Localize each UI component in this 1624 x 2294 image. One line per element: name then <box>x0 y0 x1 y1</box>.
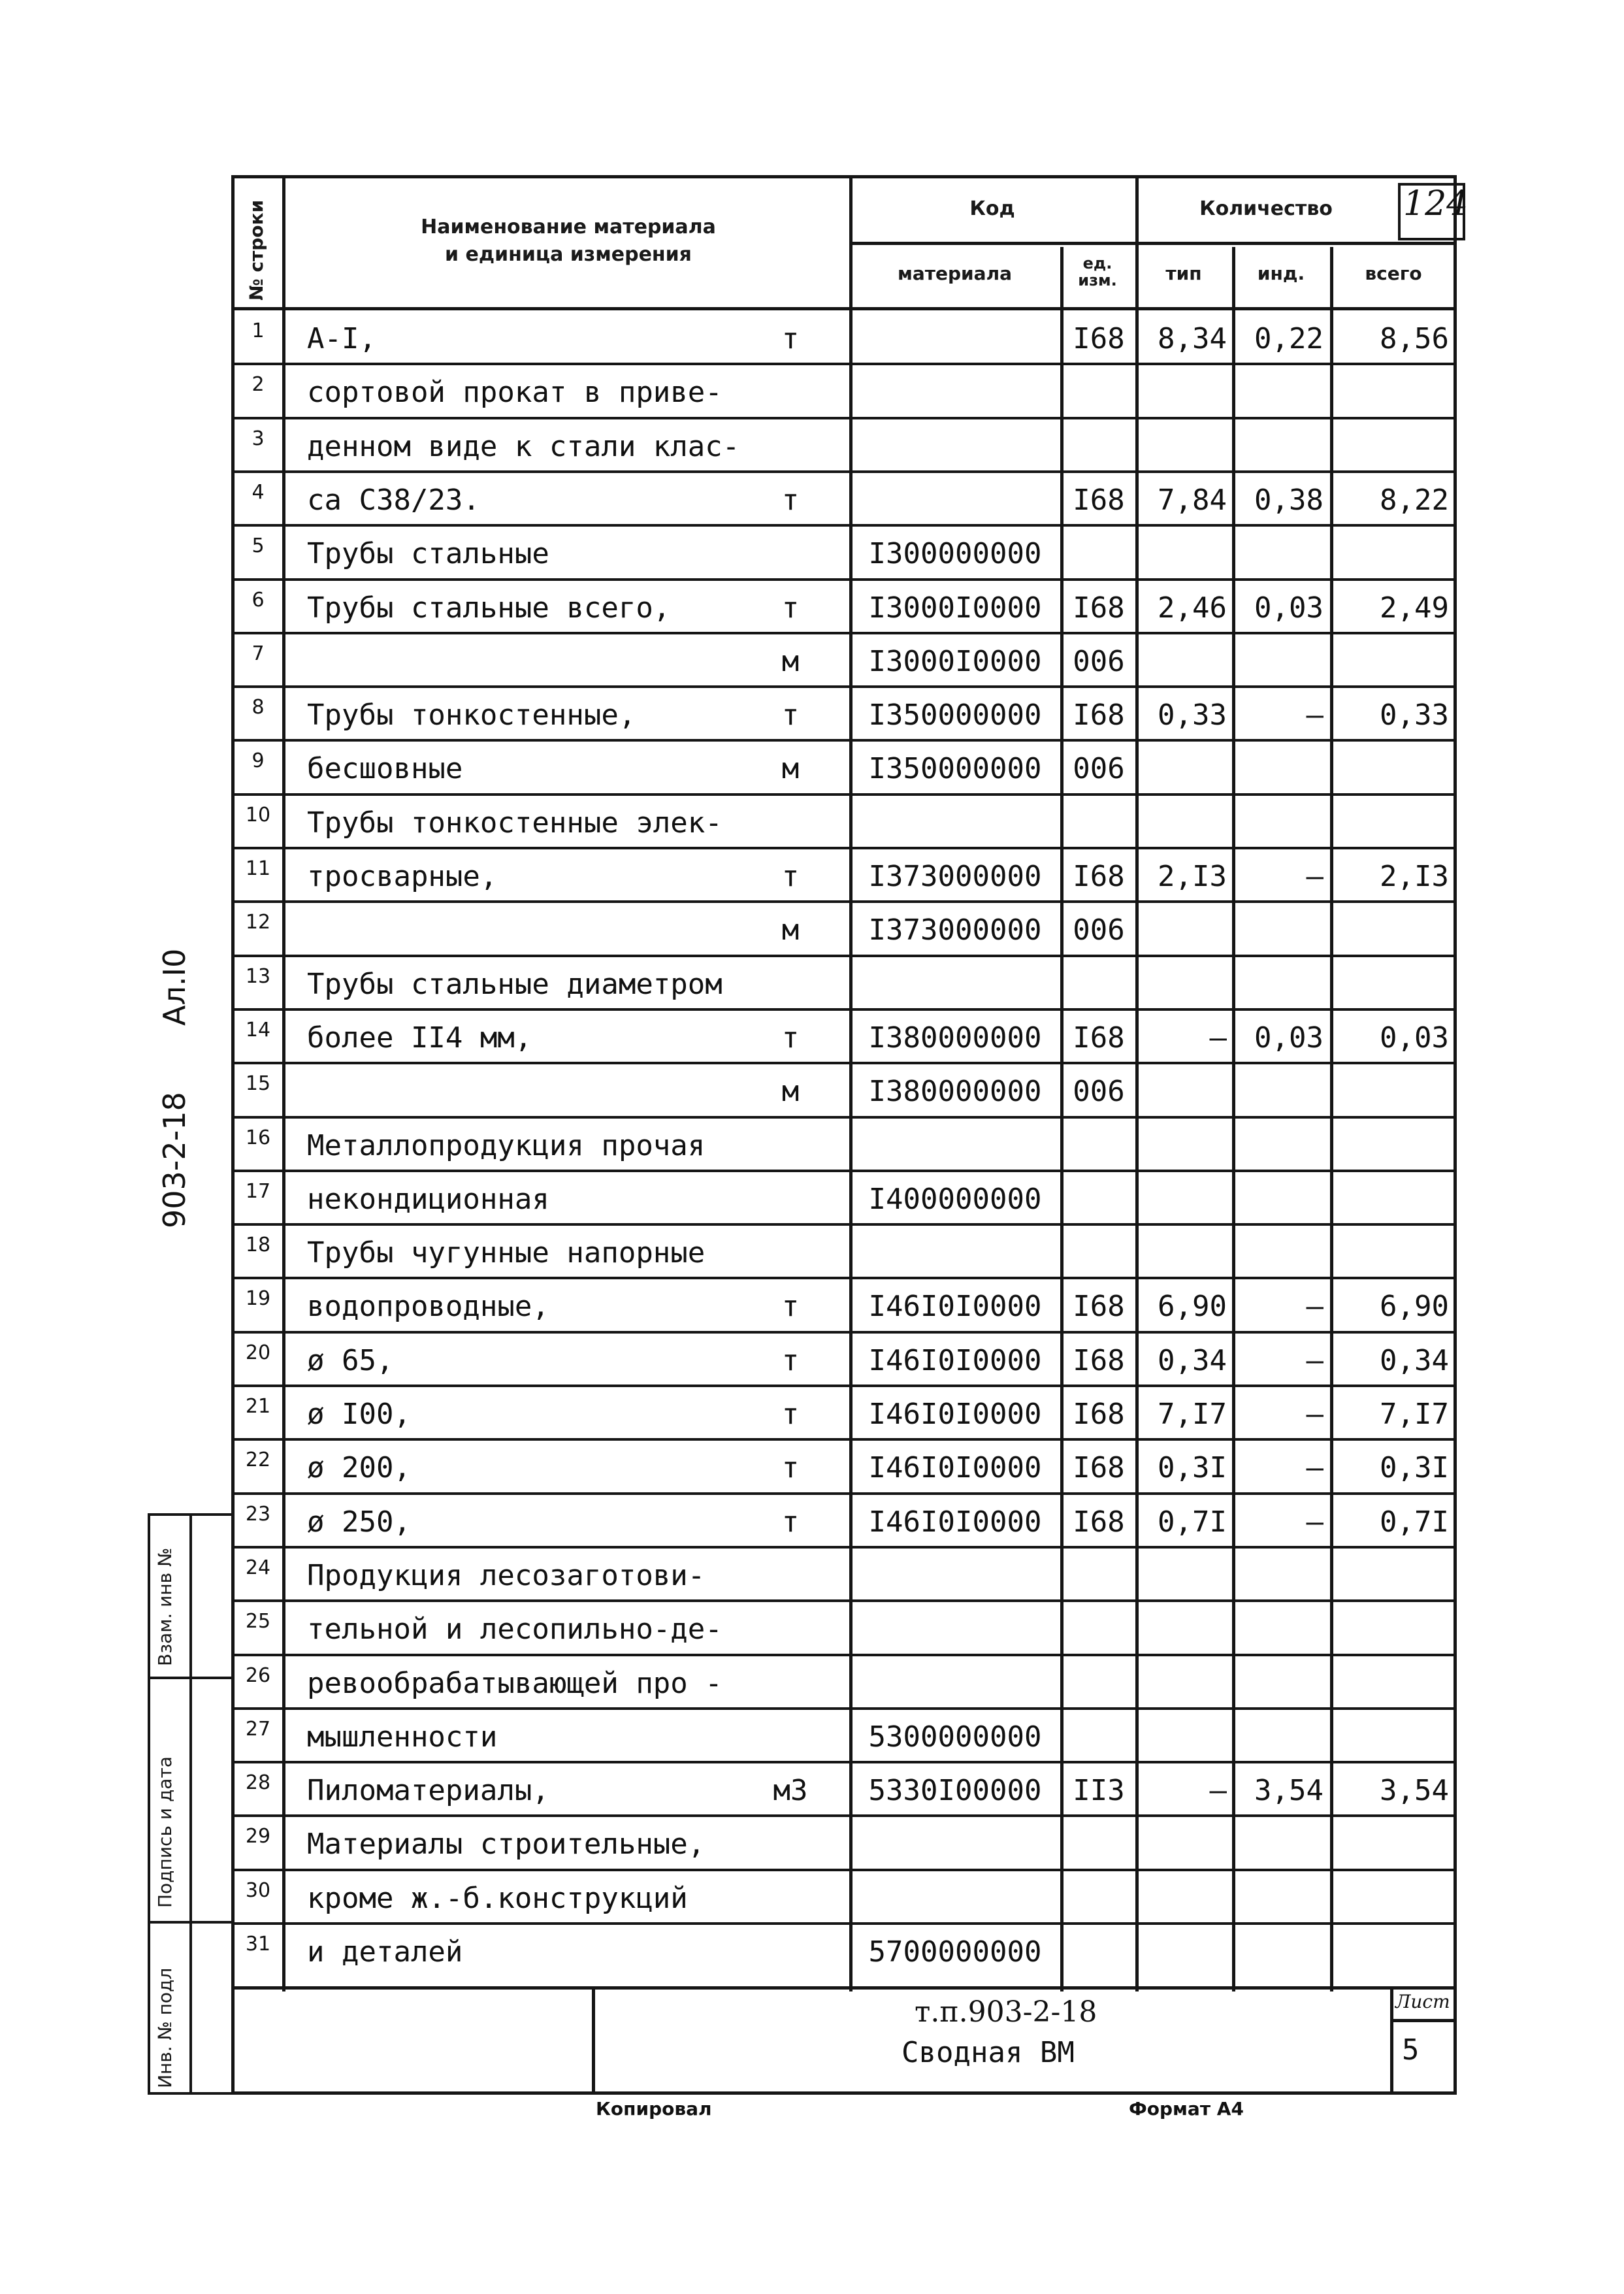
cell-unit: м <box>781 644 800 678</box>
cell-ucode: 006 <box>1073 752 1125 786</box>
cell-n: 16 <box>245 1126 271 1149</box>
row-divider <box>231 1062 1457 1064</box>
cell-ind: – <box>1306 1451 1324 1485</box>
row-divider <box>231 524 1457 527</box>
cell-ind: – <box>1306 1505 1324 1539</box>
header-code-unit: ед. изм. <box>1078 254 1117 290</box>
cell-ucode: I68 <box>1073 1290 1125 1324</box>
side-code: 903-2-18 <box>157 1092 192 1228</box>
cell-n: 28 <box>245 1771 271 1795</box>
cell-typ: 0,33 <box>1158 698 1227 732</box>
cell-code: I46I0I0000 <box>868 1343 1042 1377</box>
footer-format: Формат А4 <box>1129 2098 1244 2120</box>
stamp-sheet-value: 5 <box>1402 2033 1420 2067</box>
cell-n: 24 <box>245 1556 271 1579</box>
cell-typ: – <box>1209 1774 1227 1808</box>
cell-n: 21 <box>245 1395 271 1418</box>
row-divider <box>231 900 1457 903</box>
cell-n: 8 <box>252 696 265 719</box>
cell-name: Металлопродукция прочая <box>307 1128 706 1162</box>
cell-unit: т <box>781 1505 800 1539</box>
cell-n: 4 <box>252 480 265 504</box>
cell-name: Продукция лесозаготови- <box>307 1558 706 1592</box>
cell-total: 0,3I <box>1380 1451 1449 1485</box>
stamp-sheet-label: Лист <box>1395 1991 1450 2012</box>
cell-n: 18 <box>245 1234 271 1257</box>
grid-line <box>1135 175 1139 1991</box>
grid-line <box>849 175 853 1991</box>
cell-unit: м3 <box>773 1774 808 1808</box>
cell-total: 0,33 <box>1380 698 1449 732</box>
cell-ind: 0,03 <box>1254 1021 1324 1055</box>
cell-unit: т <box>781 698 800 732</box>
row-divider <box>231 1546 1457 1548</box>
header-name-subtitle: и единица измерения <box>445 243 692 266</box>
cell-ucode: I68 <box>1073 1343 1125 1377</box>
side-album: Ал.I0 <box>157 948 192 1026</box>
cell-ucode: I68 <box>1073 1398 1125 1431</box>
cell-ind: 3,54 <box>1254 1774 1324 1808</box>
row-divider <box>231 632 1457 634</box>
row-divider <box>231 363 1457 365</box>
cell-name: более II4 мм, <box>307 1021 532 1055</box>
cell-typ: 2,I3 <box>1158 860 1227 893</box>
cell-name: А-I, <box>307 322 376 355</box>
cell-code: I380000000 <box>868 1075 1042 1109</box>
cell-code: I46I0I0000 <box>868 1398 1042 1431</box>
cell-n: 20 <box>245 1341 271 1364</box>
row-divider <box>231 1223 1457 1226</box>
cell-code: I373000000 <box>868 860 1042 893</box>
cell-total: 0,34 <box>1380 1343 1449 1377</box>
cell-n: 12 <box>245 911 271 934</box>
cell-n: 25 <box>245 1610 271 1633</box>
cell-name: некондиционная <box>307 1182 549 1216</box>
cell-n: 2 <box>252 373 265 397</box>
row-divider <box>231 685 1457 688</box>
cell-name: водопроводные, <box>307 1290 549 1324</box>
cell-name: ø 200, <box>307 1451 411 1485</box>
cell-typ: 0,7I <box>1158 1505 1227 1539</box>
header-quantity: Количество <box>1199 197 1333 220</box>
cell-name: сортовой прокат в приве- <box>307 376 723 410</box>
header-code-material: материала <box>898 263 1012 284</box>
cell-ucode: I68 <box>1073 591 1125 625</box>
cell-ucode: I68 <box>1073 1451 1125 1485</box>
header-name-title: Наименование материала <box>421 216 716 238</box>
row-divider <box>231 1438 1457 1441</box>
side-stamp-divider <box>189 1513 192 2095</box>
cell-code: I46I0I0000 <box>868 1451 1042 1485</box>
cell-n: 26 <box>245 1663 271 1687</box>
row-divider <box>231 793 1457 796</box>
row-divider <box>231 1599 1457 1602</box>
cell-typ: 0,34 <box>1158 1343 1227 1377</box>
cell-name: тросварные, <box>307 860 498 893</box>
side-label-sign-date: Подпись и дата <box>154 1756 176 1908</box>
cell-total: 3,54 <box>1380 1774 1449 1808</box>
row-divider <box>231 470 1457 473</box>
row-divider <box>231 1116 1457 1119</box>
row-divider <box>231 955 1457 957</box>
cell-unit: т <box>781 1398 800 1431</box>
header-qty-ind: инд. <box>1257 263 1305 284</box>
cell-total: 2,I3 <box>1380 860 1449 893</box>
cell-n: 3 <box>252 427 265 450</box>
grid-line <box>231 307 1457 310</box>
cell-typ: 6,90 <box>1158 1290 1227 1324</box>
cell-n: 15 <box>245 1072 271 1096</box>
cell-ucode: I68 <box>1073 483 1125 517</box>
row-divider <box>231 1869 1457 1871</box>
cell-typ: – <box>1209 1021 1227 1055</box>
cell-ind: 0,38 <box>1254 483 1324 517</box>
cell-name: Трубы стальные диаметром <box>307 967 723 1001</box>
cell-name: ø 65, <box>307 1343 394 1377</box>
cell-n: 22 <box>245 1449 271 1472</box>
grid-line <box>282 175 285 1991</box>
cell-ucode: I68 <box>1073 698 1125 732</box>
cell-typ: 2,46 <box>1158 591 1227 625</box>
cell-ucode: I68 <box>1073 322 1125 355</box>
cell-name: бесшовные <box>307 752 463 786</box>
cell-n: 29 <box>245 1825 271 1848</box>
cell-unit: т <box>781 1290 800 1324</box>
row-divider <box>231 1707 1457 1710</box>
cell-code: 5300000000 <box>868 1720 1042 1754</box>
cell-ucode: 006 <box>1073 913 1125 947</box>
cell-n: 9 <box>252 749 265 773</box>
cell-code: I350000000 <box>868 698 1042 732</box>
stamp-border <box>1390 2019 1457 2022</box>
cell-ucode: I68 <box>1073 1021 1125 1055</box>
cell-n: 1 <box>252 320 265 342</box>
header-qty-typ: тип <box>1165 263 1202 284</box>
cell-name: и деталей <box>307 1935 463 1969</box>
cell-n: 19 <box>245 1287 271 1311</box>
cell-code: 5700000000 <box>868 1935 1042 1969</box>
row-divider <box>231 1170 1457 1172</box>
header-code: Код <box>969 197 1015 220</box>
cell-unit: м <box>781 1075 800 1109</box>
cell-n: 30 <box>245 1878 271 1902</box>
row-divider <box>231 1922 1457 1925</box>
cell-total: 2,49 <box>1380 591 1449 625</box>
cell-name: Трубы тонкостенные элек- <box>307 806 723 840</box>
cell-ucode: II3 <box>1073 1774 1125 1808</box>
cell-typ: 7,I7 <box>1158 1398 1227 1431</box>
cell-n: 23 <box>245 1502 271 1526</box>
cell-name: Материалы строительные, <box>307 1827 706 1861</box>
cell-n: 31 <box>245 1933 271 1956</box>
row-divider <box>231 1761 1457 1763</box>
cell-n: 7 <box>252 642 265 665</box>
cell-ind: – <box>1306 1343 1324 1377</box>
cell-name: Трубы стальные <box>307 537 549 571</box>
cell-total: 0,7I <box>1380 1505 1449 1539</box>
cell-code: I46I0I0000 <box>868 1505 1042 1539</box>
cell-unit: т <box>781 483 800 517</box>
cell-name: Пиломатериалы, <box>307 1774 549 1808</box>
side-label-inv-orig: Инв. № подл <box>154 1967 176 2088</box>
cell-code: I373000000 <box>868 913 1042 947</box>
cell-ucode: I68 <box>1073 1505 1125 1539</box>
cell-total: 8,22 <box>1380 483 1449 517</box>
cell-name: ø I00, <box>307 1398 411 1431</box>
row-divider <box>231 847 1457 849</box>
cell-total: 0,03 <box>1380 1021 1449 1055</box>
cell-name: мышленности <box>307 1720 498 1754</box>
cell-ind: – <box>1306 1290 1324 1324</box>
cell-total: 7,I7 <box>1380 1398 1449 1431</box>
row-divider <box>231 578 1457 581</box>
row-divider <box>231 1814 1457 1817</box>
row-divider <box>231 1654 1457 1656</box>
cell-n: 11 <box>245 857 271 880</box>
cell-ind: – <box>1306 698 1324 732</box>
header-row-no: № строки <box>246 199 267 301</box>
row-divider <box>231 739 1457 742</box>
row-divider <box>231 417 1457 419</box>
grid-line <box>849 242 1457 245</box>
page-number: 124 <box>1403 184 1469 223</box>
cell-n: 5 <box>252 534 265 558</box>
cell-unit: м <box>781 913 800 947</box>
cell-typ: 0,3I <box>1158 1451 1227 1485</box>
row-divider <box>231 1277 1457 1279</box>
cell-unit: т <box>781 322 800 355</box>
side-label-inv-vzam: Взам. инв № <box>154 1547 176 1666</box>
cell-n: 6 <box>252 588 265 612</box>
cell-code: I300000000 <box>868 537 1042 571</box>
cell-n: 27 <box>245 1717 271 1741</box>
cell-code: I46I0I0000 <box>868 1290 1042 1324</box>
cell-total: 6,90 <box>1380 1290 1449 1324</box>
cell-n: 17 <box>245 1179 271 1203</box>
cell-unit: т <box>781 1451 800 1485</box>
cell-code: I3000I0000 <box>868 591 1042 625</box>
cell-n: 14 <box>245 1018 271 1041</box>
cell-name: кроме ж.-б.конструкций <box>307 1881 688 1915</box>
cell-code: I400000000 <box>868 1182 1042 1216</box>
cell-ind: – <box>1306 1398 1324 1431</box>
cell-name: Трубы тонкостенные, <box>307 698 636 732</box>
cell-ind: 0,22 <box>1254 322 1324 355</box>
footer-copied: Копировал <box>596 2098 712 2120</box>
stamp-border <box>231 1986 1457 1990</box>
cell-name: са С38/23. <box>307 483 480 517</box>
row-divider <box>231 1331 1457 1334</box>
cell-code: I380000000 <box>868 1021 1042 1055</box>
cell-typ: 8,34 <box>1158 322 1227 355</box>
stamp-code: т.п.903-2-18 <box>915 1995 1097 2029</box>
cell-n: 13 <box>245 964 271 988</box>
cell-name: денном виде к стали клас- <box>307 429 740 463</box>
cell-total: 8,56 <box>1380 322 1449 355</box>
cell-code: I350000000 <box>868 752 1042 786</box>
cell-unit: т <box>781 860 800 893</box>
row-divider <box>231 1008 1457 1011</box>
cell-ucode: I68 <box>1073 860 1125 893</box>
cell-unit: т <box>781 1021 800 1055</box>
cell-name: ревообрабатывающей про - <box>307 1666 723 1700</box>
row-divider <box>231 1492 1457 1495</box>
row-divider <box>231 1385 1457 1387</box>
stamp-title: Сводная ВМ <box>901 2036 1075 2069</box>
cell-ucode: 006 <box>1073 1075 1125 1109</box>
stamp-border <box>592 1986 595 2095</box>
cell-code: 5330I00000 <box>868 1774 1042 1808</box>
cell-ind: – <box>1306 860 1324 893</box>
stamp-border <box>1390 1986 1393 2095</box>
cell-ind: 0,03 <box>1254 591 1324 625</box>
cell-unit: т <box>781 591 800 625</box>
cell-unit: м <box>781 752 800 786</box>
cell-name: Трубы стальные всего, <box>307 591 671 625</box>
cell-name: тельной и лесопильно-де- <box>307 1613 723 1647</box>
cell-unit: т <box>781 1343 800 1377</box>
cell-n: 10 <box>245 803 271 827</box>
cell-typ: 7,84 <box>1158 483 1227 517</box>
cell-code: I3000I0000 <box>868 644 1042 678</box>
header-qty-total: всего <box>1365 263 1422 284</box>
cell-name: Трубы чугунные напорные <box>307 1236 706 1270</box>
cell-name: ø 250, <box>307 1505 411 1539</box>
cell-ucode: 006 <box>1073 644 1125 678</box>
